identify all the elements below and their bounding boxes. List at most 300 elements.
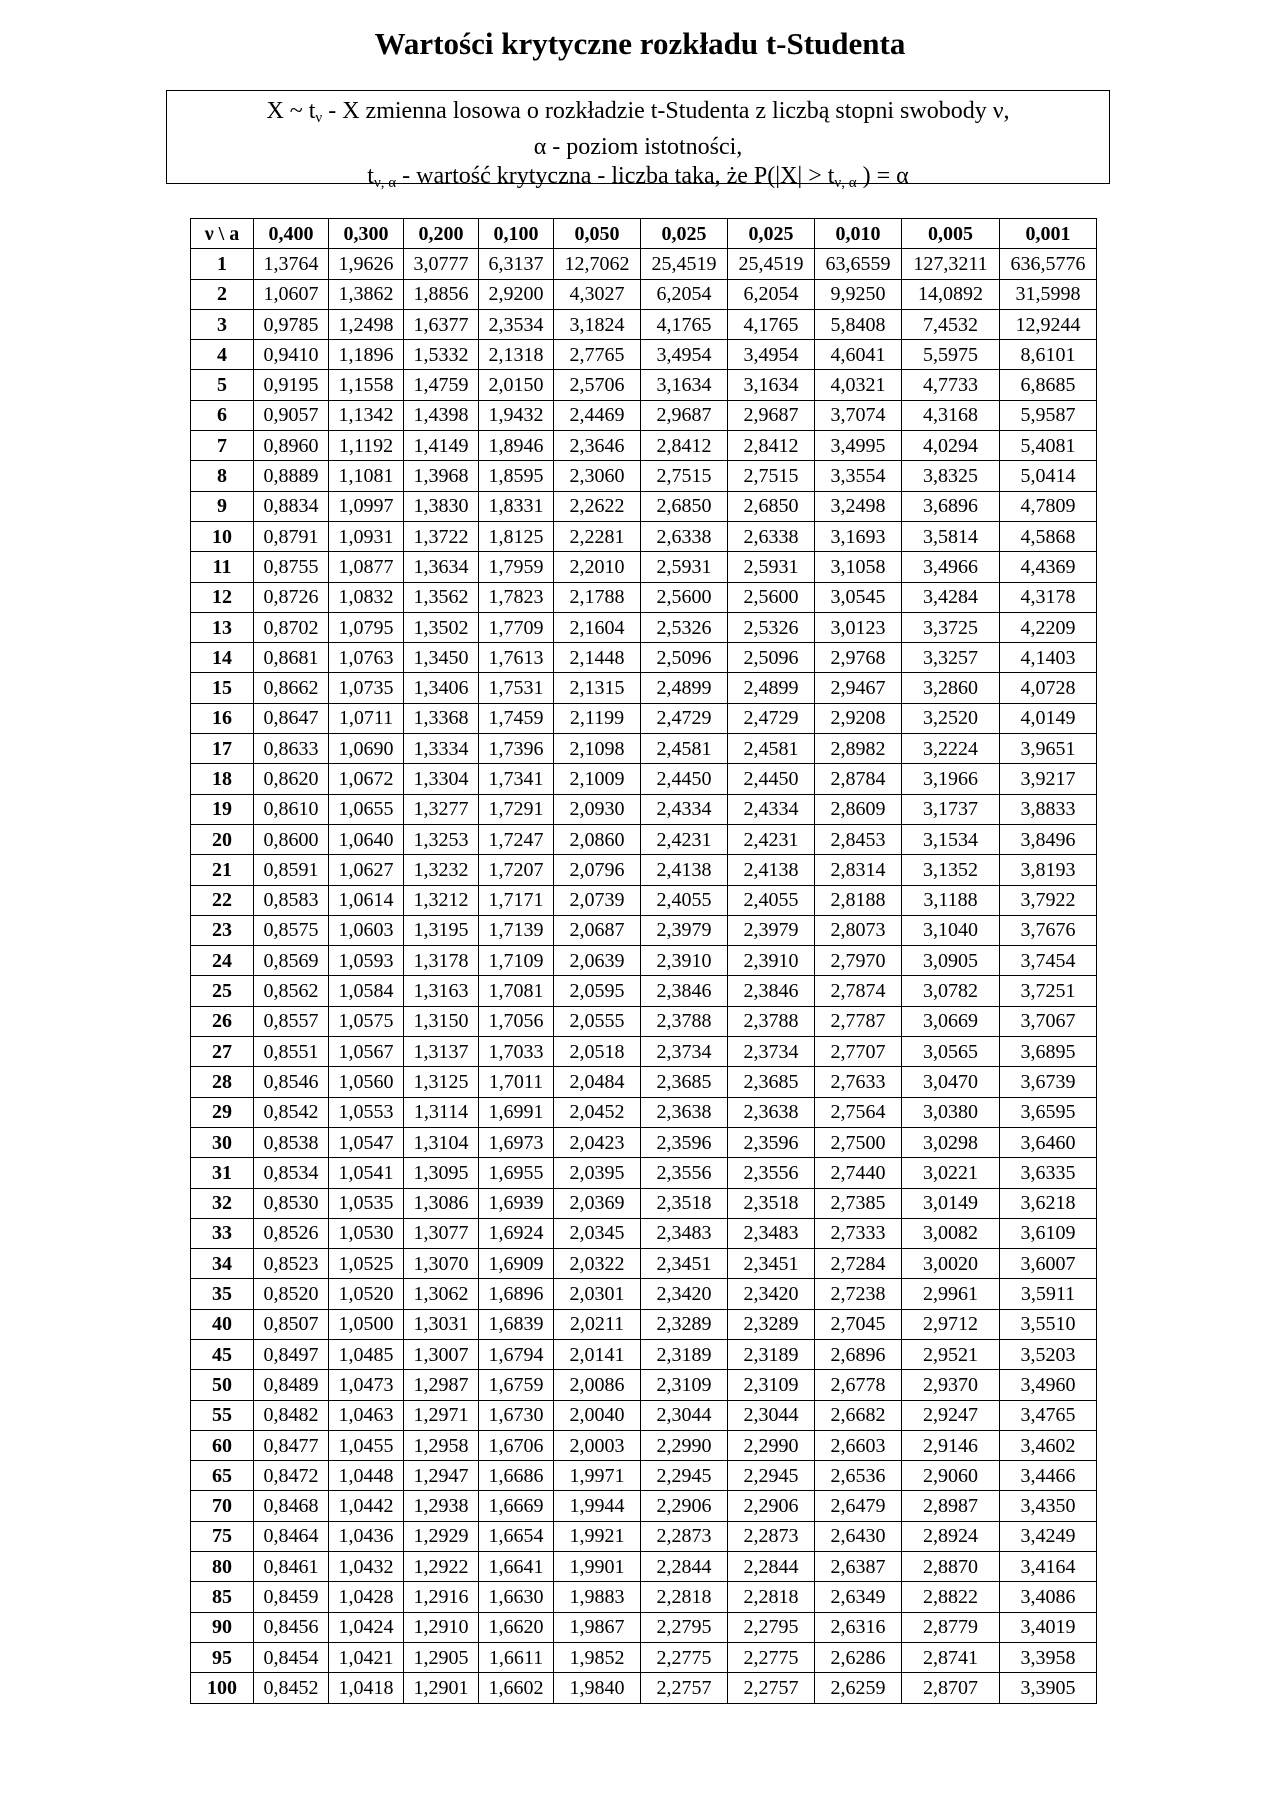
- table-cell: 1,9944: [554, 1491, 641, 1521]
- column-header: 0,010: [815, 219, 902, 249]
- column-header: 0,025: [728, 219, 815, 249]
- table-row: [191, 915, 1097, 945]
- table-cell: 1,0997: [329, 491, 404, 521]
- table-cell: 2,4334: [641, 794, 728, 824]
- table-cell: 2,0860: [554, 824, 641, 854]
- table-cell: 6,2054: [728, 279, 815, 309]
- row-header-df: 40: [191, 1309, 254, 1339]
- table-cell: 3,3905: [1000, 1673, 1097, 1703]
- row-header-df: 10: [191, 521, 254, 551]
- column-header: 0,300: [329, 219, 404, 249]
- table-cell: 1,3104: [404, 1127, 479, 1157]
- row-header-df: 31: [191, 1158, 254, 1188]
- table-cell: 1,3007: [404, 1339, 479, 1369]
- table-cell: 1,6794: [479, 1339, 554, 1369]
- table-cell: 2,7515: [728, 461, 815, 491]
- table-cell: 2,9961: [902, 1279, 1000, 1309]
- table-cell: 0,9057: [254, 400, 329, 430]
- table-cell: 1,0432: [329, 1552, 404, 1582]
- table-cell: 0,8523: [254, 1249, 329, 1279]
- table-cell: 2,4450: [641, 764, 728, 794]
- row-header-df: 30: [191, 1127, 254, 1157]
- table-cell: 3,1058: [815, 552, 902, 582]
- row-header-df: 28: [191, 1067, 254, 1097]
- table-cell: 1,2938: [404, 1491, 479, 1521]
- table-row: [191, 461, 1097, 491]
- table-cell: 1,7341: [479, 764, 554, 794]
- row-header-df: 9: [191, 491, 254, 521]
- table-cell: 2,3734: [728, 1037, 815, 1067]
- table-cell: 3,0777: [404, 249, 479, 279]
- table-cell: 1,2971: [404, 1400, 479, 1430]
- table-cell: 1,0448: [329, 1461, 404, 1491]
- table-cell: 2,2010: [554, 552, 641, 582]
- table-cell: 2,4138: [728, 855, 815, 885]
- table-cell: 2,3734: [641, 1037, 728, 1067]
- table-cell: 1,0553: [329, 1097, 404, 1127]
- table-row: [191, 1006, 1097, 1036]
- table-cell: 6,3137: [479, 249, 554, 279]
- table-cell: 2,0003: [554, 1430, 641, 1460]
- table-cell: 2,3979: [641, 915, 728, 945]
- table-cell: 25,4519: [641, 249, 728, 279]
- table-cell: 3,0545: [815, 582, 902, 612]
- table-cell: 1,3502: [404, 612, 479, 642]
- table-cell: 0,8454: [254, 1642, 329, 1672]
- table-cell: 2,7765: [554, 340, 641, 370]
- table-row: [191, 491, 1097, 521]
- table-cell: 1,0690: [329, 734, 404, 764]
- table-cell: 0,8534: [254, 1158, 329, 1188]
- row-header-df: 60: [191, 1430, 254, 1460]
- table-cell: 2,9247: [902, 1400, 1000, 1430]
- table-cell: 2,0301: [554, 1279, 641, 1309]
- table-cell: 3,3725: [902, 612, 1000, 642]
- table-cell: 3,0123: [815, 612, 902, 642]
- column-header: 0,050: [554, 219, 641, 249]
- row-header-df: 34: [191, 1249, 254, 1279]
- table-cell: 2,0555: [554, 1006, 641, 1036]
- table-cell: 2,2775: [641, 1642, 728, 1672]
- table-cell: 3,0470: [902, 1067, 1000, 1097]
- table-cell: 2,2990: [641, 1430, 728, 1460]
- table-cell: 2,3060: [554, 461, 641, 491]
- row-header-df: 18: [191, 764, 254, 794]
- table-cell: 3,0669: [902, 1006, 1000, 1036]
- definition-text: t: [367, 163, 374, 189]
- table-cell: 3,1737: [902, 794, 1000, 824]
- table-cell: 0,8542: [254, 1097, 329, 1127]
- table-cell: 2,3846: [641, 976, 728, 1006]
- table-row: [191, 824, 1097, 854]
- table-cell: 2,3910: [728, 946, 815, 976]
- table-cell: 2,0739: [554, 885, 641, 915]
- table-cell: 1,0455: [329, 1430, 404, 1460]
- table-cell: 1,0655: [329, 794, 404, 824]
- table-cell: 1,6602: [479, 1673, 554, 1703]
- definition-text: ) = α: [856, 163, 909, 189]
- table-cell: 2,3518: [728, 1188, 815, 1218]
- table-cell: 4,0728: [1000, 673, 1097, 703]
- table-cell: 0,8459: [254, 1582, 329, 1612]
- table-cell: 2,9370: [902, 1370, 1000, 1400]
- row-header-df: 25: [191, 976, 254, 1006]
- table-cell: 1,0436: [329, 1521, 404, 1551]
- table-cell: 2,8987: [902, 1491, 1000, 1521]
- table-cell: 0,8468: [254, 1491, 329, 1521]
- table-cell: 3,7922: [1000, 885, 1097, 915]
- table-cell: 2,0141: [554, 1339, 641, 1369]
- table-cell: 2,3289: [728, 1309, 815, 1339]
- table-cell: 2,4581: [641, 734, 728, 764]
- table-cell: 2,7633: [815, 1067, 902, 1097]
- table-cell: 2,1315: [554, 673, 641, 703]
- table-cell: 9,9250: [815, 279, 902, 309]
- table-header-row: [191, 219, 1097, 249]
- table-cell: 2,3596: [641, 1127, 728, 1157]
- definition-text: α - poziom istotności,: [533, 134, 743, 160]
- table-cell: 2,4055: [728, 885, 815, 915]
- table-cell: 4,3168: [902, 400, 1000, 430]
- table-cell: 2,1604: [554, 612, 641, 642]
- table-cell: 6,2054: [641, 279, 728, 309]
- table-cell: 2,7500: [815, 1127, 902, 1157]
- table-cell: 12,9244: [1000, 309, 1097, 339]
- row-header-df: 32: [191, 1188, 254, 1218]
- table-cell: 2,3556: [728, 1158, 815, 1188]
- table-row: [191, 734, 1097, 764]
- table-cell: 2,4899: [641, 673, 728, 703]
- table-cell: 4,3178: [1000, 582, 1097, 612]
- table-cell: 3,4960: [1000, 1370, 1097, 1400]
- row-header-df: 26: [191, 1006, 254, 1036]
- table-cell: 1,0607: [254, 279, 329, 309]
- table-cell: 4,1403: [1000, 643, 1097, 673]
- table-cell: 2,0687: [554, 915, 641, 945]
- table-cell: 3,4954: [728, 340, 815, 370]
- table-cell: 2,7238: [815, 1279, 902, 1309]
- table-cell: 1,7613: [479, 643, 554, 673]
- table-cell: 0,8461: [254, 1552, 329, 1582]
- row-header-df: 17: [191, 734, 254, 764]
- table-cell: 2,0484: [554, 1067, 641, 1097]
- table-row: [191, 1521, 1097, 1551]
- table-cell: 2,2757: [641, 1673, 728, 1703]
- table-cell: 2,2775: [728, 1642, 815, 1672]
- table-cell: 4,5868: [1000, 521, 1097, 551]
- table-cell: 1,9852: [554, 1642, 641, 1672]
- table-cell: 2,9200: [479, 279, 554, 309]
- table-cell: 3,8193: [1000, 855, 1097, 885]
- table-cell: 2,9687: [641, 400, 728, 430]
- table-cell: 3,1634: [641, 370, 728, 400]
- table-cell: 1,6839: [479, 1309, 554, 1339]
- table-row: [191, 1430, 1097, 1460]
- table-row: [191, 673, 1097, 703]
- table-cell: 2,1199: [554, 703, 641, 733]
- definition-text: - wartość krytyczna - liczba taka, że P(|X| > t: [396, 163, 835, 189]
- table-cell: 1,3163: [404, 976, 479, 1006]
- table-cell: 0,8702: [254, 612, 329, 642]
- table-cell: 3,5814: [902, 521, 1000, 551]
- table-cell: 3,0221: [902, 1158, 1000, 1188]
- table-cell: 2,1009: [554, 764, 641, 794]
- table-cell: 2,6387: [815, 1552, 902, 1582]
- table-cell: 1,1081: [329, 461, 404, 491]
- table-cell: 1,3062: [404, 1279, 479, 1309]
- table-cell: 1,8331: [479, 491, 554, 521]
- table-cell: 2,7440: [815, 1158, 902, 1188]
- row-header-df: 27: [191, 1037, 254, 1067]
- table-cell: 2,2906: [728, 1491, 815, 1521]
- table-cell: 1,7396: [479, 734, 554, 764]
- table-cell: 3,6335: [1000, 1158, 1097, 1188]
- table-cell: 2,0150: [479, 370, 554, 400]
- table-cell: 1,3304: [404, 764, 479, 794]
- row-header-df: 16: [191, 703, 254, 733]
- table-cell: 2,0395: [554, 1158, 641, 1188]
- table-cell: 2,5706: [554, 370, 641, 400]
- table-cell: 2,3638: [728, 1097, 815, 1127]
- table-row: [191, 1339, 1097, 1369]
- table-row: [191, 400, 1097, 430]
- row-header-df: 7: [191, 431, 254, 461]
- table-cell: 2,8870: [902, 1552, 1000, 1582]
- row-header-df: 33: [191, 1218, 254, 1248]
- table-cell: 1,2910: [404, 1612, 479, 1642]
- table-cell: 3,7454: [1000, 946, 1097, 976]
- table-cell: 0,8600: [254, 824, 329, 854]
- table-cell: 1,0877: [329, 552, 404, 582]
- table-cell: 1,6973: [479, 1127, 554, 1157]
- table-cell: 1,0442: [329, 1491, 404, 1521]
- table-cell: 1,3450: [404, 643, 479, 673]
- row-header-df: 20: [191, 824, 254, 854]
- table-cell: 2,0322: [554, 1249, 641, 1279]
- table-cell: 1,9626: [329, 249, 404, 279]
- table-cell: 0,8647: [254, 703, 329, 733]
- table-cell: 1,9971: [554, 1461, 641, 1491]
- table-cell: 0,9195: [254, 370, 329, 400]
- table-cell: 1,2929: [404, 1521, 479, 1551]
- table-cell: 1,0627: [329, 855, 404, 885]
- column-header: 0,001: [1000, 219, 1097, 249]
- table-cell: 2,3451: [641, 1249, 728, 1279]
- table-cell: 1,7109: [479, 946, 554, 976]
- table-cell: 1,9432: [479, 400, 554, 430]
- table-cell: 3,3958: [1000, 1642, 1097, 1672]
- table-cell: 1,3368: [404, 703, 479, 733]
- table-cell: 3,7067: [1000, 1006, 1097, 1036]
- table-cell: 1,2922: [404, 1552, 479, 1582]
- table-cell: 1,0584: [329, 976, 404, 1006]
- table-cell: 1,7056: [479, 1006, 554, 1036]
- table-cell: 2,9060: [902, 1461, 1000, 1491]
- table-cell: 1,0428: [329, 1582, 404, 1612]
- column-header: 0,200: [404, 219, 479, 249]
- table-cell: 2,0423: [554, 1127, 641, 1157]
- table-cell: 1,0535: [329, 1188, 404, 1218]
- table-cell: 2,7045: [815, 1309, 902, 1339]
- table-cell: 1,8125: [479, 521, 554, 551]
- table-cell: 2,8073: [815, 915, 902, 945]
- table-row: [191, 1491, 1097, 1521]
- critical-values-table: [190, 218, 1097, 1704]
- table-cell: 5,5975: [902, 340, 1000, 370]
- table-cell: 1,3562: [404, 582, 479, 612]
- table-cell: 2,6259: [815, 1673, 902, 1703]
- table-cell: 0,8620: [254, 764, 329, 794]
- table-cell: 2,1098: [554, 734, 641, 764]
- table-cell: 2,9146: [902, 1430, 1000, 1460]
- row-header-df: 29: [191, 1097, 254, 1127]
- table-cell: 1,0614: [329, 885, 404, 915]
- table-cell: 1,3253: [404, 824, 479, 854]
- table-cell: 1,3178: [404, 946, 479, 976]
- row-header-df: 11: [191, 552, 254, 582]
- table-cell: 2,4469: [554, 400, 641, 430]
- table-cell: 1,6730: [479, 1400, 554, 1430]
- table-cell: 0,8610: [254, 794, 329, 824]
- table-cell: 2,6338: [641, 521, 728, 551]
- table-cell: 2,3979: [728, 915, 815, 945]
- table-row: [191, 431, 1097, 461]
- table-cell: 1,1192: [329, 431, 404, 461]
- table-cell: 1,0603: [329, 915, 404, 945]
- table-cell: 3,4966: [902, 552, 1000, 582]
- table-row: [191, 582, 1097, 612]
- table-cell: 1,7247: [479, 824, 554, 854]
- table-cell: 2,5600: [641, 582, 728, 612]
- table-cell: 1,3114: [404, 1097, 479, 1127]
- column-header: 0,400: [254, 219, 329, 249]
- table-cell: 2,2281: [554, 521, 641, 551]
- row-header-df: 15: [191, 673, 254, 703]
- table-cell: 0,8557: [254, 1006, 329, 1036]
- column-header: 0,005: [902, 219, 1000, 249]
- table-cell: 1,0931: [329, 521, 404, 551]
- table-cell: 1,3125: [404, 1067, 479, 1097]
- table-cell: 2,3534: [479, 309, 554, 339]
- table-cell: 0,8489: [254, 1370, 329, 1400]
- table-cell: 2,5096: [641, 643, 728, 673]
- table-row: [191, 1582, 1097, 1612]
- table-cell: 1,6955: [479, 1158, 554, 1188]
- table-cell: 3,7676: [1000, 915, 1097, 945]
- column-header: 0,100: [479, 219, 554, 249]
- table-cell: 1,3764: [254, 249, 329, 279]
- table-cell: 3,9217: [1000, 764, 1097, 794]
- table-cell: 2,3420: [641, 1279, 728, 1309]
- table-cell: 1,1558: [329, 370, 404, 400]
- table-cell: 1,7139: [479, 915, 554, 945]
- table-cell: 4,6041: [815, 340, 902, 370]
- table-cell: 2,8924: [902, 1521, 1000, 1551]
- table-cell: 3,1188: [902, 885, 1000, 915]
- table-cell: 2,3289: [641, 1309, 728, 1339]
- table-cell: 1,0473: [329, 1370, 404, 1400]
- table-cell: 3,4602: [1000, 1430, 1097, 1460]
- table-cell: 0,8834: [254, 491, 329, 521]
- table-cell: 2,0518: [554, 1037, 641, 1067]
- table-cell: 2,0040: [554, 1400, 641, 1430]
- table-cell: 1,3334: [404, 734, 479, 764]
- table-cell: 0,8477: [254, 1430, 329, 1460]
- table-cell: 3,2520: [902, 703, 1000, 733]
- row-header-df: 55: [191, 1400, 254, 1430]
- table-cell: 1,7291: [479, 794, 554, 824]
- table-cell: 1,3137: [404, 1037, 479, 1067]
- table-cell: 3,2498: [815, 491, 902, 521]
- table-cell: 1,3277: [404, 794, 479, 824]
- table-cell: 1,2947: [404, 1461, 479, 1491]
- row-header-df: 75: [191, 1521, 254, 1551]
- table-cell: 12,7062: [554, 249, 641, 279]
- table-cell: 3,8496: [1000, 824, 1097, 854]
- table-row: [191, 1612, 1097, 1642]
- table-cell: 1,2916: [404, 1582, 479, 1612]
- table-cell: 3,0782: [902, 976, 1000, 1006]
- table-cell: 2,4334: [728, 794, 815, 824]
- table-row: [191, 1158, 1097, 1188]
- table-row: [191, 764, 1097, 794]
- table-cell: 3,6109: [1000, 1218, 1097, 1248]
- table-cell: 1,0735: [329, 673, 404, 703]
- table-row: [191, 1037, 1097, 1067]
- table-cell: 1,0424: [329, 1612, 404, 1642]
- table-cell: 1,6377: [404, 309, 479, 339]
- table-cell: 2,8779: [902, 1612, 1000, 1642]
- table-cell: 0,8591: [254, 855, 329, 885]
- table-cell: 1,0541: [329, 1158, 404, 1188]
- table-cell: 2,2873: [728, 1521, 815, 1551]
- table-cell: 1,9921: [554, 1521, 641, 1551]
- table-cell: 3,3554: [815, 461, 902, 491]
- row-header-df: 22: [191, 885, 254, 915]
- table-cell: 3,4954: [641, 340, 728, 370]
- table-cell: 0,8662: [254, 673, 329, 703]
- table-row: [191, 946, 1097, 976]
- table-cell: 3,4019: [1000, 1612, 1097, 1642]
- table-cell: 2,7515: [641, 461, 728, 491]
- table-cell: 2,2873: [641, 1521, 728, 1551]
- table-cell: 1,6654: [479, 1521, 554, 1551]
- table-cell: 2,3109: [641, 1370, 728, 1400]
- table-cell: 1,0640: [329, 824, 404, 854]
- table-cell: 2,8188: [815, 885, 902, 915]
- table-cell: 1,9867: [554, 1612, 641, 1642]
- row-header-df: 13: [191, 612, 254, 642]
- table-cell: 1,0795: [329, 612, 404, 642]
- table-cell: 2,3646: [554, 431, 641, 461]
- table-cell: 3,0565: [902, 1037, 1000, 1067]
- table-cell: 3,8833: [1000, 794, 1097, 824]
- table-cell: 1,3095: [404, 1158, 479, 1188]
- table-cell: 1,0763: [329, 643, 404, 673]
- row-header-df: 85: [191, 1582, 254, 1612]
- table-cell: 2,1448: [554, 643, 641, 673]
- definition-line-3: [167, 162, 1109, 198]
- table-row: [191, 521, 1097, 551]
- table-cell: 2,4729: [728, 703, 815, 733]
- table-cell: 3,7074: [815, 400, 902, 430]
- table-cell: 2,9521: [902, 1339, 1000, 1369]
- table-cell: 1,4149: [404, 431, 479, 461]
- table-cell: 2,3788: [728, 1006, 815, 1036]
- table-cell: 3,6739: [1000, 1067, 1097, 1097]
- table-row: [191, 370, 1097, 400]
- row-header-df: 5: [191, 370, 254, 400]
